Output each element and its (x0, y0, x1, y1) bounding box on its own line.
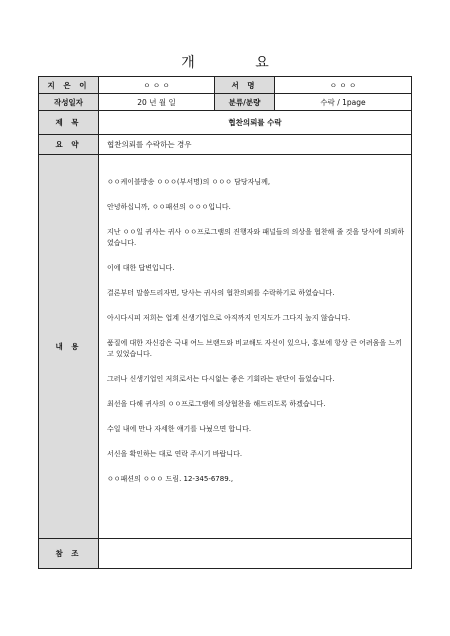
date-value: 20 년 월 일 (99, 94, 215, 111)
subject-label: 제 목 (39, 111, 99, 135)
content-paragraph: 이에 대한 답변입니다. (107, 264, 175, 272)
summary-row (39, 135, 412, 155)
content-paragraph: 지난 ㅇㅇ일 귀사는 귀사 ㅇㅇ프로그램의 진행자와 패널들의 의상을 협찬해 줄 것을 당사에 의뢰하였습니다. (107, 228, 405, 247)
author-label: 지 은 이 (39, 77, 99, 94)
content-paragraph: 품질에 대한 자신감은 국내 여느 브랜드와 비교해도 자신이 있으나, 홍보에 항상 큰 어려움을 느끼고 있었습니다. (107, 339, 402, 358)
summary-label: 요 약 (39, 135, 99, 155)
author-row (39, 77, 412, 94)
reference-label: 참 조 (39, 539, 99, 569)
content-row (39, 155, 412, 539)
signature-value: ㅇ ㅇ ㅇ (275, 77, 412, 94)
date-label: 작성일자 (39, 94, 99, 111)
category-label: 분류/분량 (215, 94, 275, 111)
content-paragraph: ㅇㅇ케이블방송 ㅇㅇㅇ(부서명)의 ㅇㅇㅇ 담당자님께, (107, 178, 271, 186)
content-body (99, 155, 412, 539)
content-paragraph: 최선을 다해 귀사의 ㅇㅇ프로그램에 의상협찬을 해드리도록 하겠습니다. (107, 400, 326, 408)
content-paragraph: 아시다시피 저희는 업계 신생기업으로 아직까지 인지도가 그다지 높지 않습니다. (107, 314, 351, 322)
content-label: 내 용 (39, 155, 99, 539)
content-paragraph: ㅇㅇ패션의 ㅇㅇㅇ 드림. 12-345-6789., (107, 475, 234, 483)
category-value: 수락 / 1page (275, 94, 412, 111)
signature-label: 서 명 (215, 77, 275, 94)
content-paragraph: 서신을 확인하는 대로 연락 주시기 바랍니다. (107, 450, 243, 458)
content-paragraph: 수일 내에 만나 자세한 얘기를 나눴으면 합니다. (107, 425, 252, 433)
page-title: 개 요 (181, 55, 297, 71)
document-form-table (38, 76, 412, 569)
content-paragraph: 그러나 신생기업인 저희로서는 다시없는 좋은 기회라는 판단이 들었습니다. (107, 375, 335, 383)
subject-value: 협찬의뢰를 수락 (99, 111, 412, 135)
reference-value (99, 539, 412, 569)
subject-row (39, 111, 412, 135)
content-paragraph: 안녕하십니까, ㅇㅇ패션의 ㅇㅇㅇ입니다. (107, 203, 231, 211)
content-paragraph: 결론부터 말씀드리자면, 당사는 귀사의 협찬의뢰를 수락하기로 하였습니다. (107, 289, 335, 297)
author-value: ㅇ ㅇ ㅇ (99, 77, 215, 94)
reference-row (39, 539, 412, 569)
summary-value: 협찬의뢰를 수락하는 경우 (99, 135, 412, 155)
date-row (39, 94, 412, 111)
